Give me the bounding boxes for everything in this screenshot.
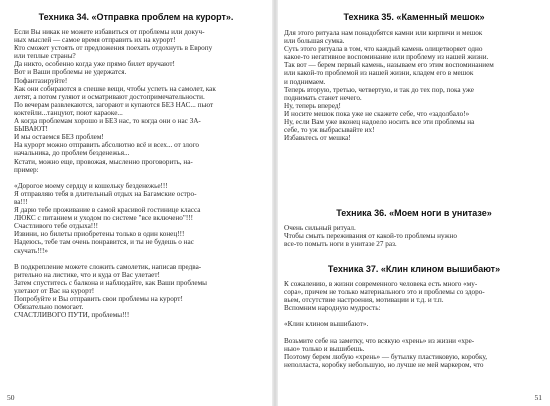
text-line: ных мыслей — самое время отправить их на курорт! bbox=[14, 36, 176, 45]
left-page bbox=[0, 0, 272, 406]
text-line: Поэтому берем любую «хрень» — бутылку пластиковую, коробку, bbox=[284, 352, 488, 361]
text-line: К сожалению, в жизни современного человека есть много «му- bbox=[284, 280, 478, 288]
technique-34-body bbox=[14, 28, 270, 319]
text-line: Вспомним народную мудрость: bbox=[284, 304, 381, 313]
text-line: рительно на листике, что и куда от Вас улетает! bbox=[14, 270, 160, 279]
page-number-left: 50 bbox=[7, 393, 15, 402]
text-line: СЧАСТЛИВОГО ПУТИ, проблемы!!! bbox=[14, 311, 130, 320]
text-line: вьем, отсутствие настроения, мотивации и т.д. и т.п. bbox=[284, 296, 444, 305]
text-line: ва!!! bbox=[14, 197, 28, 206]
technique-37-heading: Техника 37. «Клин клином вышибают» bbox=[327, 264, 501, 274]
text-line: Возьмите себе на заметку, что всякую «хрень» из жизни «хре- bbox=[284, 336, 475, 345]
text-line: Затем спуститесь с балкона и наблюдайте, как Ваши проблемы bbox=[14, 278, 207, 287]
text-line: себе, то уж выбрасывайте их! bbox=[284, 126, 375, 135]
text-line: Да никто, особенно когда уже прямо билет вручают! bbox=[14, 60, 175, 69]
page-number-right: 51 bbox=[534, 393, 542, 402]
text-line: БЫВАЮТ! bbox=[14, 125, 48, 134]
text-line: ЛЮКС с питанием и уходом по системе "все включено"!!! bbox=[14, 214, 194, 223]
text-line: Я дарю тебе проживание в самой красивой гостинице класса bbox=[14, 206, 201, 215]
text-line: коктейли...танцуют, поют караоке... bbox=[14, 108, 123, 117]
text-line: Вот и Ваши проблемы не удержатся. bbox=[14, 68, 127, 77]
text-line: Ну, теперь вперед! bbox=[284, 101, 341, 110]
text-line: Как они собираются в спешке вещи, чтобы успеть на самолет, как bbox=[14, 84, 216, 93]
text-line: Кто сможет устоять от предложения поехать отдохнуть в Европу bbox=[14, 44, 213, 53]
text-line: Очень сильный ритуал. bbox=[284, 224, 356, 232]
text-line: Я отправляю тебя в длительный отдых на Багамские остро- bbox=[14, 189, 197, 198]
text-line: неполласта, коробку небольшую, но лучше не мей маркером, что bbox=[284, 360, 484, 369]
technique-37-body bbox=[284, 280, 548, 369]
text-line: Счастливого тебе отдыха!!! bbox=[14, 222, 98, 231]
text-line: или теплые страны? bbox=[14, 52, 76, 61]
text-line: А когда проблемам хорошо и БЕЗ нас, то когда они о нас ЗА- bbox=[14, 117, 201, 126]
text-line: «Клин клином вышибают». bbox=[284, 320, 369, 329]
text-line: скучать!!!» bbox=[14, 246, 48, 255]
text-line: Если Вы никак не можете избавиться от проблемы или докуч- bbox=[14, 28, 205, 36]
text-line: И мы остаемся БЕЗ проблем! bbox=[14, 133, 104, 142]
text-line bbox=[284, 312, 548, 320]
technique-35-heading: Техника 35. «Каменный мешок» bbox=[343, 12, 485, 22]
right-page bbox=[278, 0, 550, 406]
text-line: На курорт можно отправить абсолютно всё и всех... от злого bbox=[14, 141, 199, 150]
technique-36-heading: Техника 36. «Моем ноги в унитазе» bbox=[336, 208, 492, 218]
text-line: какое-то негативное воспоминание или проблему из нашей жизни. bbox=[284, 53, 489, 62]
text-line: В подкрепление можете сложить самолетик, написав предва- bbox=[14, 262, 202, 271]
text-line: или какой-то проблемой из нашей жизни, кладем его в мешок bbox=[284, 69, 474, 78]
text-line: И носите мешок пока уже не скажете себе, что «задолбало!» bbox=[284, 109, 470, 118]
text-line: Избавьтесь от мешка! bbox=[284, 134, 351, 143]
text-line: Суть этого ритуала в том, что каждый камень олицетворяет одно bbox=[284, 45, 483, 54]
text-line bbox=[284, 329, 548, 337]
text-line: или большая сумка. bbox=[284, 37, 345, 46]
text-line: и поднимаем. bbox=[284, 77, 326, 86]
text-line: По вечерам развлекаются, загорают и купаются БЕЗ НАС... пьют bbox=[14, 100, 214, 109]
text-line: «Дорогое моему сердцу и кошельку безденежье!!! bbox=[14, 181, 168, 190]
text-line: поднимать станет нечего. bbox=[284, 93, 362, 102]
text-line: Для этого ритуала нам понадобятся камни или кирпичи и мешок bbox=[284, 29, 483, 37]
text-line: летят, а потом гуляют и осматривают достопримечательности. bbox=[14, 92, 205, 101]
text-line: Попробуйте и Вы отправить свои проблемы на курорт! bbox=[14, 295, 183, 304]
text-line: все-то помыть ноги в унитазе 27 раз. bbox=[284, 240, 397, 249]
text-line: пример: bbox=[14, 165, 39, 174]
technique-35-body bbox=[284, 29, 548, 142]
text-line: Кстати, можно еще, провожая, мысленно проговорить, на- bbox=[14, 157, 193, 166]
text-line: начальника, до проблем безденежья... bbox=[14, 149, 130, 158]
text-line bbox=[14, 255, 270, 263]
text-line: Так вот — берем первый камень, называем его этим воспоминанием bbox=[284, 61, 494, 70]
text-line: нью» только и вышибешь. bbox=[284, 344, 365, 353]
technique-34-heading: Техника 34. «Отправка проблем на курорт». bbox=[38, 12, 234, 22]
technique-36-body bbox=[284, 224, 548, 248]
text-line: Надеюсь, тебе там очень понравится, и ты не будешь о нас bbox=[14, 238, 194, 247]
text-line: улетают от Вас на курорт! bbox=[14, 287, 95, 295]
text-line bbox=[14, 174, 270, 182]
text-line: сора», причем не только материального это и проблемы со здоро- bbox=[284, 288, 485, 297]
text-line: Извини, но билеты приобретены только в один конец!!! bbox=[14, 230, 185, 239]
text-line: Теперь вторую, третью, четвертую, и так до тех пор, пока уже bbox=[284, 85, 474, 94]
text-line: Чтобы смыть переживания от какой-то проблемы нужно bbox=[284, 232, 457, 241]
text-line: Ну, если Вам уже вконец надоело носить все эти проблемы на bbox=[284, 118, 475, 127]
text-line: Пофантазируйте! bbox=[14, 76, 68, 85]
text-line: Обязательно помогает. bbox=[14, 303, 84, 312]
